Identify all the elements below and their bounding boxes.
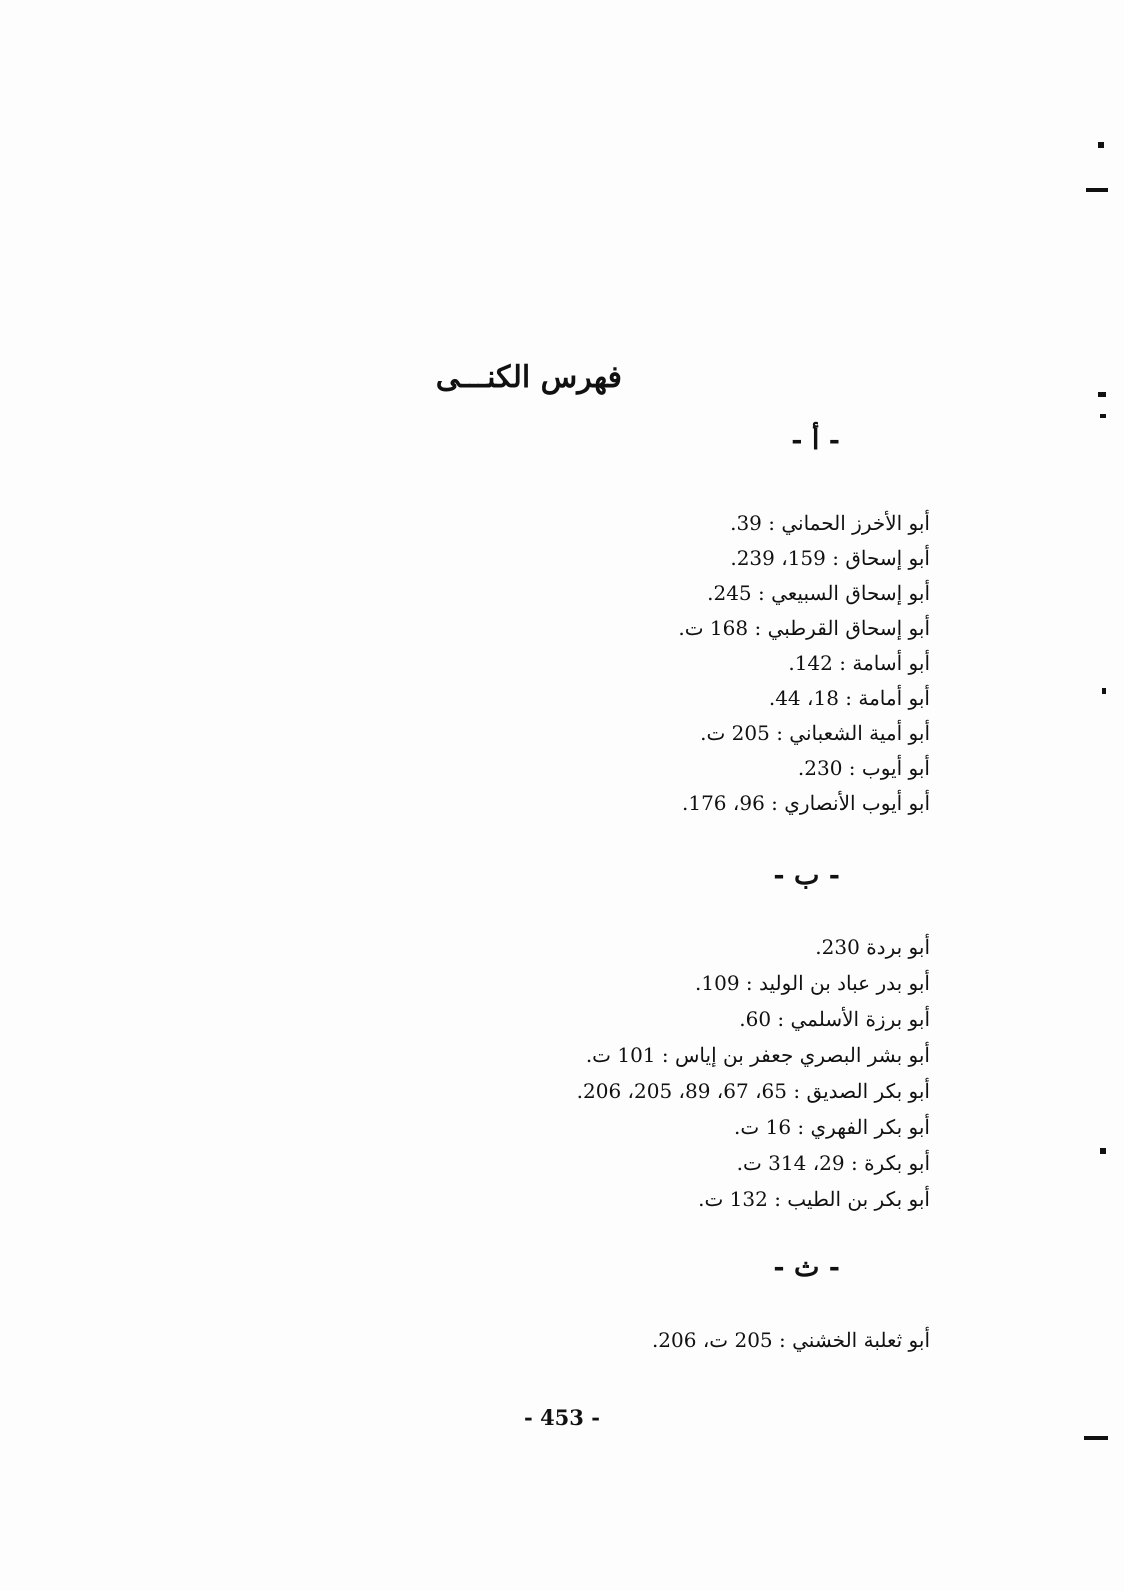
index-entry: أبو بدر عباد بن الوليد : 109. xyxy=(695,971,930,995)
scan-mark xyxy=(1086,188,1108,192)
scan-mark xyxy=(1100,1148,1106,1154)
section-heading-ba: - ب - xyxy=(773,860,840,891)
scan-mark xyxy=(1100,414,1106,418)
index-entry: أبو أسامة : 142. xyxy=(788,651,930,675)
scan-mark xyxy=(1084,1436,1108,1440)
index-entry: أبو برزة الأسلمي : 60. xyxy=(739,1007,930,1031)
page-number: - 453 - xyxy=(524,1405,600,1430)
index-entry: أبو إسحاق السبيعي : 245. xyxy=(707,581,930,605)
index-entry: أبو ثعلبة الخشني : 205 ت، 206. xyxy=(651,1328,930,1352)
index-entry: أبو أمامة : 18، 44. xyxy=(768,686,930,710)
section-heading-tha: - ث - xyxy=(773,1252,840,1283)
index-entry: أبو بكر الصديق : 65، 67، 89، 205، 206. xyxy=(576,1079,930,1103)
scan-mark xyxy=(1098,142,1104,148)
index-entry: أبو بشر البصري جعفر بن إياس : 101 ت. xyxy=(585,1043,930,1067)
index-entry: أبو بكر بن الطيب : 132 ت. xyxy=(698,1187,930,1211)
index-entry: أبو أمية الشعباني : 205 ت. xyxy=(700,721,930,745)
index-entry: أبو بكر الفهري : 16 ت. xyxy=(734,1115,930,1139)
index-entry: أبو أيوب الأنصاري : 96، 176. xyxy=(682,791,930,815)
scan-mark xyxy=(1098,392,1106,397)
index-entry: أبو بكرة : 29، 314 ت. xyxy=(736,1151,930,1175)
index-entry: أبو إسحاق القرطبي : 168 ت. xyxy=(678,616,930,640)
section-heading-alef: - أ - xyxy=(791,425,840,456)
index-entry: أبو أيوب : 230. xyxy=(797,756,930,780)
scan-mark xyxy=(1102,688,1106,694)
index-entry: أبو الأخرز الحماني : 39. xyxy=(730,511,930,535)
page-title: فهرس الكنـــى xyxy=(435,360,622,395)
index-entry: أبو بردة 230. xyxy=(815,935,930,959)
index-entry: أبو إسحاق : 159، 239. xyxy=(730,546,930,570)
